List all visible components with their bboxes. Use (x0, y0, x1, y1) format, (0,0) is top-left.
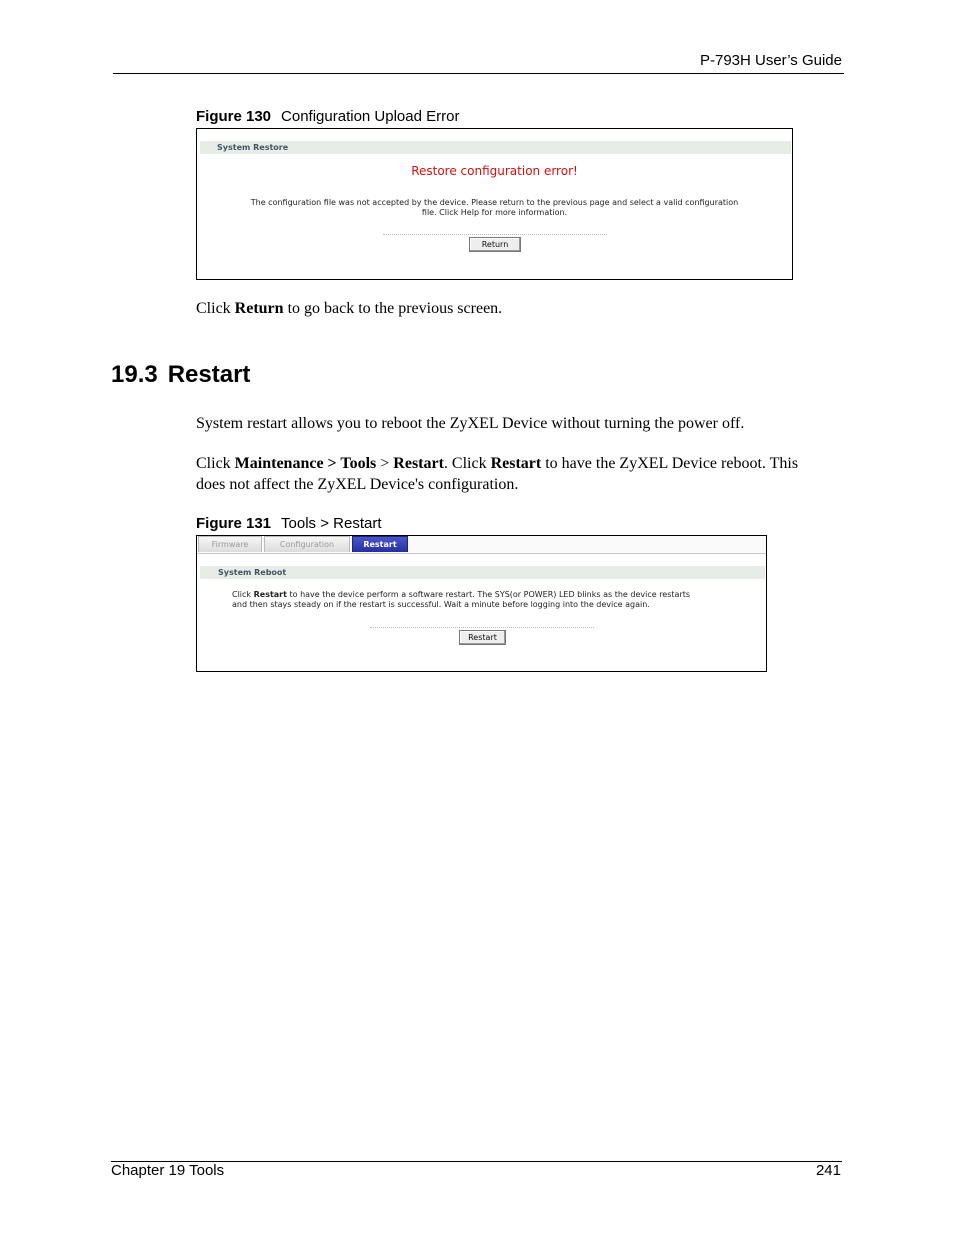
tab-restart[interactable]: Restart (352, 536, 408, 552)
figure-130-title: Configuration Upload Error (281, 108, 460, 125)
header-rule (113, 73, 844, 74)
section-heading (111, 361, 250, 389)
restore-error-title: Restore configuration error! (411, 164, 578, 178)
system-restore-title: System Restore (200, 141, 791, 154)
text: to go back to the previous screen. (283, 300, 503, 317)
tab-firmware[interactable]: Firmware (198, 536, 262, 552)
bold-text: Restart (393, 455, 444, 472)
reboot-message-line1 (232, 590, 762, 600)
return-button[interactable]: Return (469, 237, 521, 252)
separator (383, 234, 607, 235)
system-reboot-title: System Reboot (200, 566, 765, 579)
bold-text: Restart (490, 455, 542, 472)
restart-button[interactable]: Restart (459, 630, 506, 645)
footer-page-number: 241 (815, 1162, 841, 1179)
restart-instruction-line2: does not affect the ZyXEL Device's configuration. (196, 476, 519, 493)
return-instruction (196, 298, 502, 319)
figure-131-number: Figure 131 (196, 515, 272, 532)
tab-configuration[interactable]: Configuration (264, 536, 350, 552)
restart-instruction-line1 (196, 453, 846, 474)
separator (370, 627, 594, 628)
restore-error-message-line2: file. Click Help for more information. (421, 208, 568, 217)
text: . Click (443, 455, 491, 472)
figure-130-screenshot (196, 128, 793, 280)
bold-text: Maintenance > Tools (234, 455, 377, 472)
tab-bar (197, 536, 766, 554)
section-number: 19.3 (111, 361, 158, 388)
text: > (376, 455, 394, 472)
bold-text: Restart (253, 590, 287, 599)
figure-130-caption (196, 108, 459, 125)
figure-131-screenshot (196, 535, 767, 672)
section-title: Restart (167, 361, 251, 388)
restart-instruction (196, 453, 846, 495)
footer-chapter: Chapter 19 Tools (111, 1162, 225, 1179)
text: to have the device perform a software restart. The SYS(or POWER) LED blinks as the device restarts (286, 590, 691, 599)
guide-title: P-793H User’s Guide (699, 52, 842, 69)
restart-intro: System restart allows you to reboot the ZyXEL Device without turning the power off. (196, 415, 745, 432)
text: Click (196, 455, 235, 472)
bold-text: Return (234, 300, 284, 317)
figure-130-number: Figure 130 (196, 108, 272, 125)
figure-131-caption (196, 515, 382, 532)
text: Click (232, 590, 254, 599)
figure-131-title: Tools > Restart (281, 515, 382, 532)
restore-error-message-line1: The configuration file was not accepted by the device. Please return to the previous page and select a valid configuration (250, 198, 739, 207)
text: Click (196, 300, 235, 317)
reboot-message-line2: and then stays steady on if the restart is successful. Wait a minute before logging into the device again. (232, 600, 650, 609)
text: to have the ZyXEL Device reboot. This (541, 455, 799, 472)
